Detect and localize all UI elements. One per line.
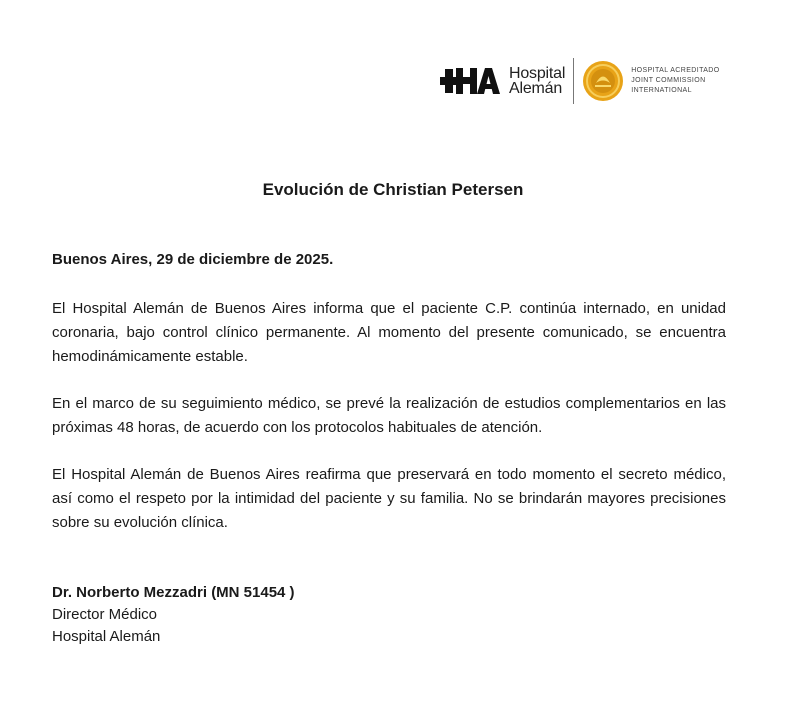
paragraph-3: El Hospital Alemán de Buenos Aires reafirma que preservará en todo momento el secreto médico, así como el respeto por la intimidad del paciente y su familia. No se brindarán mayores precisiones sobre su evolución clínica. (52, 466, 726, 531)
signature-institution: Hospital Alemán (52, 628, 161, 645)
accreditation-line3: INTERNATIONAL (631, 87, 692, 94)
logo-text-line2: Alemán (509, 80, 563, 97)
hospital-aleman-logo (440, 66, 565, 96)
signature-block (52, 582, 295, 648)
signature-name: Dr. Norberto Mezzadri (MN 51454 ) (52, 584, 295, 601)
document-date: Buenos Aires, 29 de diciembre de 2025. (52, 251, 334, 268)
header-divider (573, 58, 574, 104)
letterhead (440, 55, 720, 107)
accreditation-text (631, 66, 719, 96)
ha-logo-mark (440, 66, 504, 96)
accreditation-line1: HOSPITAL ACREDITADO (631, 67, 720, 74)
logo-text-line1: Hospital (509, 65, 566, 82)
document-title: Evolución de Christian Petersen (262, 180, 524, 199)
paragraph-1: El Hospital Alemán de Buenos Aires informa que el paciente C.P. continúa internado, en unidad coronaria, bajo control clínico permanente. Al momento del presente comunicado, se encuentra hemodinámicamente estable. (52, 300, 726, 365)
accreditation-line2: JOINT COMMISSION (631, 77, 706, 84)
joint-commission-seal-icon (582, 60, 624, 102)
signature-role: Director Médico (52, 606, 158, 623)
paragraph-2: En el marco de su seguimiento médico, se prevé la realización de estudios complementarios en las próximas 48 horas, de acuerdo con los protocolos habituales de atención. (52, 395, 726, 436)
logo-wordmark (509, 66, 565, 96)
